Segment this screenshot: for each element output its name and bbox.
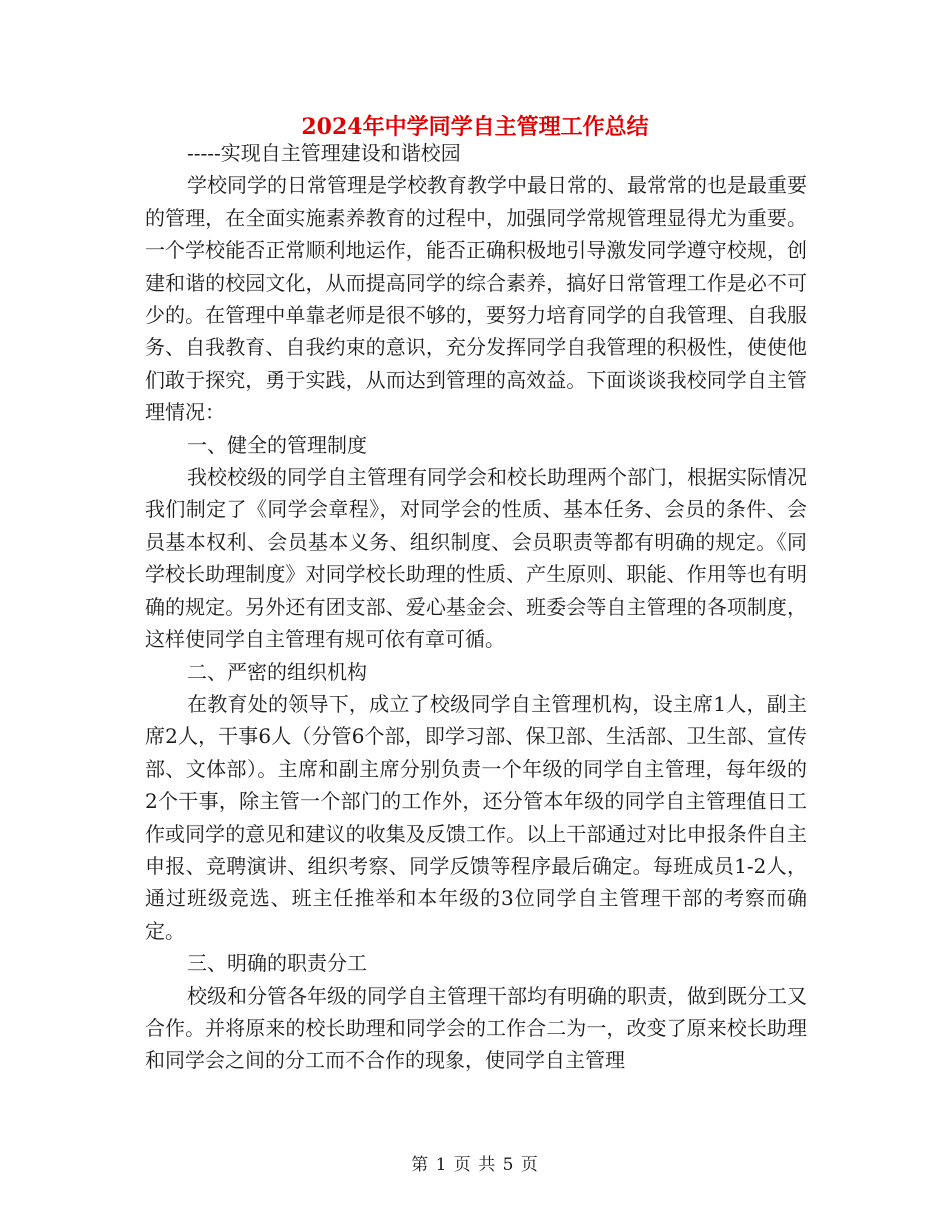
paragraph-intro: 学校同学的日常管理是学校教育教学中最日常的、最常常的也是最重要的管理，在全面实施素养教育的过程中，加强同学常规管理显得尤为重要。一个学校能否正常顺利地运作，能否正确积极地引导激发同学遵守校规，创建和谐的校园文化，从而提高同学的综合素养，搞好日常管理工作是必不可少的。在管理中单靠老师是很不够的，要努力培育同学的自我管理、自我服务、自我教育、自我约束的意识，充分发挥同学自我管理的积极性，使使他们敢于探究，勇于实践，从而达到管理的高效益。下面谈谈我校同学自主管理情况： <box>145 173 807 425</box>
document-title: 2024年中学同学自主管理工作总结 <box>301 114 649 140</box>
section-heading-1: 一、健全的管理制度 <box>187 432 367 457</box>
section-heading-2: 二、严密的组织机构 <box>187 659 367 684</box>
document-body <box>145 137 807 1077</box>
page-number-footer: 第 1 页 共 5 页 <box>411 1155 539 1175</box>
paragraph-section-2: 在教育处的领导下，成立了校级同学自主管理机构，设主席1人，副主席2人，干事6人（分管6个部，即学习部、保卫部、生活部、卫生部、宣传部、文体部）。主席和副主席分别负责一个年级的同学自主管理，每年级的2个干事，除主管一个部门的工作外，还分管本年级的同学自主管理值日工作或同学的意见和建议的收集及反馈工作。以上干部通过对比申报条件自主申报、竞聘演讲、组织考察、同学反馈等程序最后确定。每班成员1-2人，通过班级竞选、班主任推举和本年级的3位同学自主管理干部的考察而确定。 <box>145 691 807 943</box>
document-subtitle: -----实现自主管理建设和谐校园 <box>187 141 461 165</box>
paragraph-section-3: 校级和分管各年级的同学自主管理干部均有明确的职责，做到既分工又合作。并将原来的校长助理和同学会的工作合二为一，改变了原来校长助理和同学会之间的分工而不合作的现象，使同学自主管理 <box>145 983 807 1073</box>
paragraph-section-1: 我校校级的同学自主管理有同学会和校长助理两个部门，根据实际情况我们制定了《同学会章程》，对同学会的性质、基本任务、会员的条件、会员基本权利、会员基本义务、组织制度、会员职责等都有明确的规定。《同学校长助理制度》对同学校长助理的性质、产生原则、职能、作用等也有明确的规定。另外还有团支部、爱心基金会、班委会等自主管理的各项制度，这样使同学自主管理有规可依有章可循。 <box>145 465 807 652</box>
section-heading-3: 三、明确的职责分工 <box>187 951 367 976</box>
